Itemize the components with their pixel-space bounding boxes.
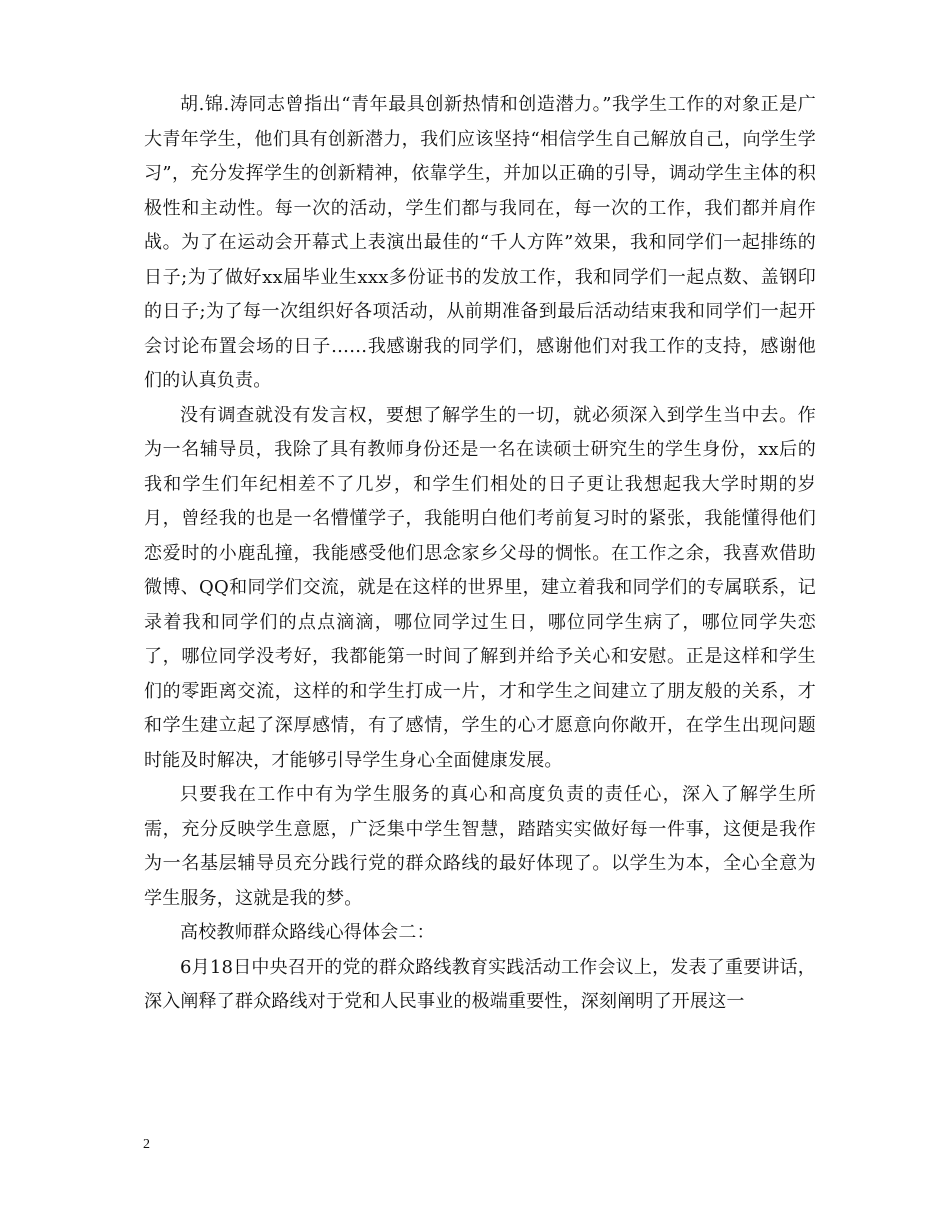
paragraph-4: 6月18日中央召开的党的群众路线教育实践活动工作会议上，发表了重要讲话，深入阐释了群众路线对于党和人民事业的极端重要性，深刻阐明了开展这一	[144, 956, 816, 1012]
paragraph-3: 只要我在工作中有为学生服务的真心和高度负责的责任心，深入了解学生所需，充分反映学生意愿，广泛集中学生智慧，踏踏实实做好每一件事，这便是我作为一名基层辅导员充分践行党的群众路线的最好体现了。以学生为本，全心全意为学生服务，这就是我的梦。	[144, 784, 816, 909]
section-heading: 高校教师群众路线心得体会二：	[180, 922, 435, 943]
paragraph-2: 没有调查就没有发言权，要想了解学生的一切，就必须深入到学生当中去。作为一名辅导员，我除了具有教师身份还是一名在读硕士研究生的学生身份，xx后的我和学生们年纪相差不了几岁，和学生们相处的日子更让我想起我大学时期的岁月，曾经我的也是一名懵懂学子，我能明白他们考前复习时的紧张，我能懂得他们恋爱时的小鹿乱撞，我能感受他们思念家乡父母的惆怅。在工作之余，我喜欢借助微博、QQ和同学们交流，就是在这样的世界里，建立着我和同学们的专属联系，记录着我和同学们的点点滴滴，哪位同学过生日，哪位同学生病了，哪位同学失恋了，哪位同学没考好，我都能第一时间了解到并给予关心和安慰。正是这样和学生们的零距离交流，这样的和学生打成一片，才和学生之间建立了朋友般的关系，才和学生建立起了深厚感情，有了感情，学生的心才愿意向你敞开，在学生出现问题时能及时解决，才能够引导学生身心全面健康发展。	[144, 404, 816, 771]
page-number: 2	[143, 1137, 150, 1152]
document-body	[144, 88, 816, 1020]
paragraph-1: 胡.锦.涛同志曾指出“青年最具创新热情和创造潜力。”我学生工作的对象正是广大青年学生，他们具有创新潜力，我们应该坚持“相信学生自己解放自己，向学生学习”，充分发挥学生的创新精神，依靠学生，并加以正确的引导，调动学生主体的积极性和主动性。每一次的活动，学生们都与我同在，每一次的工作，我们都并肩作战。为了在运动会开幕式上表演出最佳的“千人方阵”效果，我和同学们一起排练的日子;为了做好xx届毕业生xxx多份证书的发放工作，我和同学们一起点数、盖钢印的日子;为了每一次组织好各项活动，从前期准备到最后活动结束我和同学们一起开会讨论布置会场的日子……我感谢我的同学们，感谢他们对我工作的支持，感谢他们的认真负责。	[144, 94, 816, 391]
